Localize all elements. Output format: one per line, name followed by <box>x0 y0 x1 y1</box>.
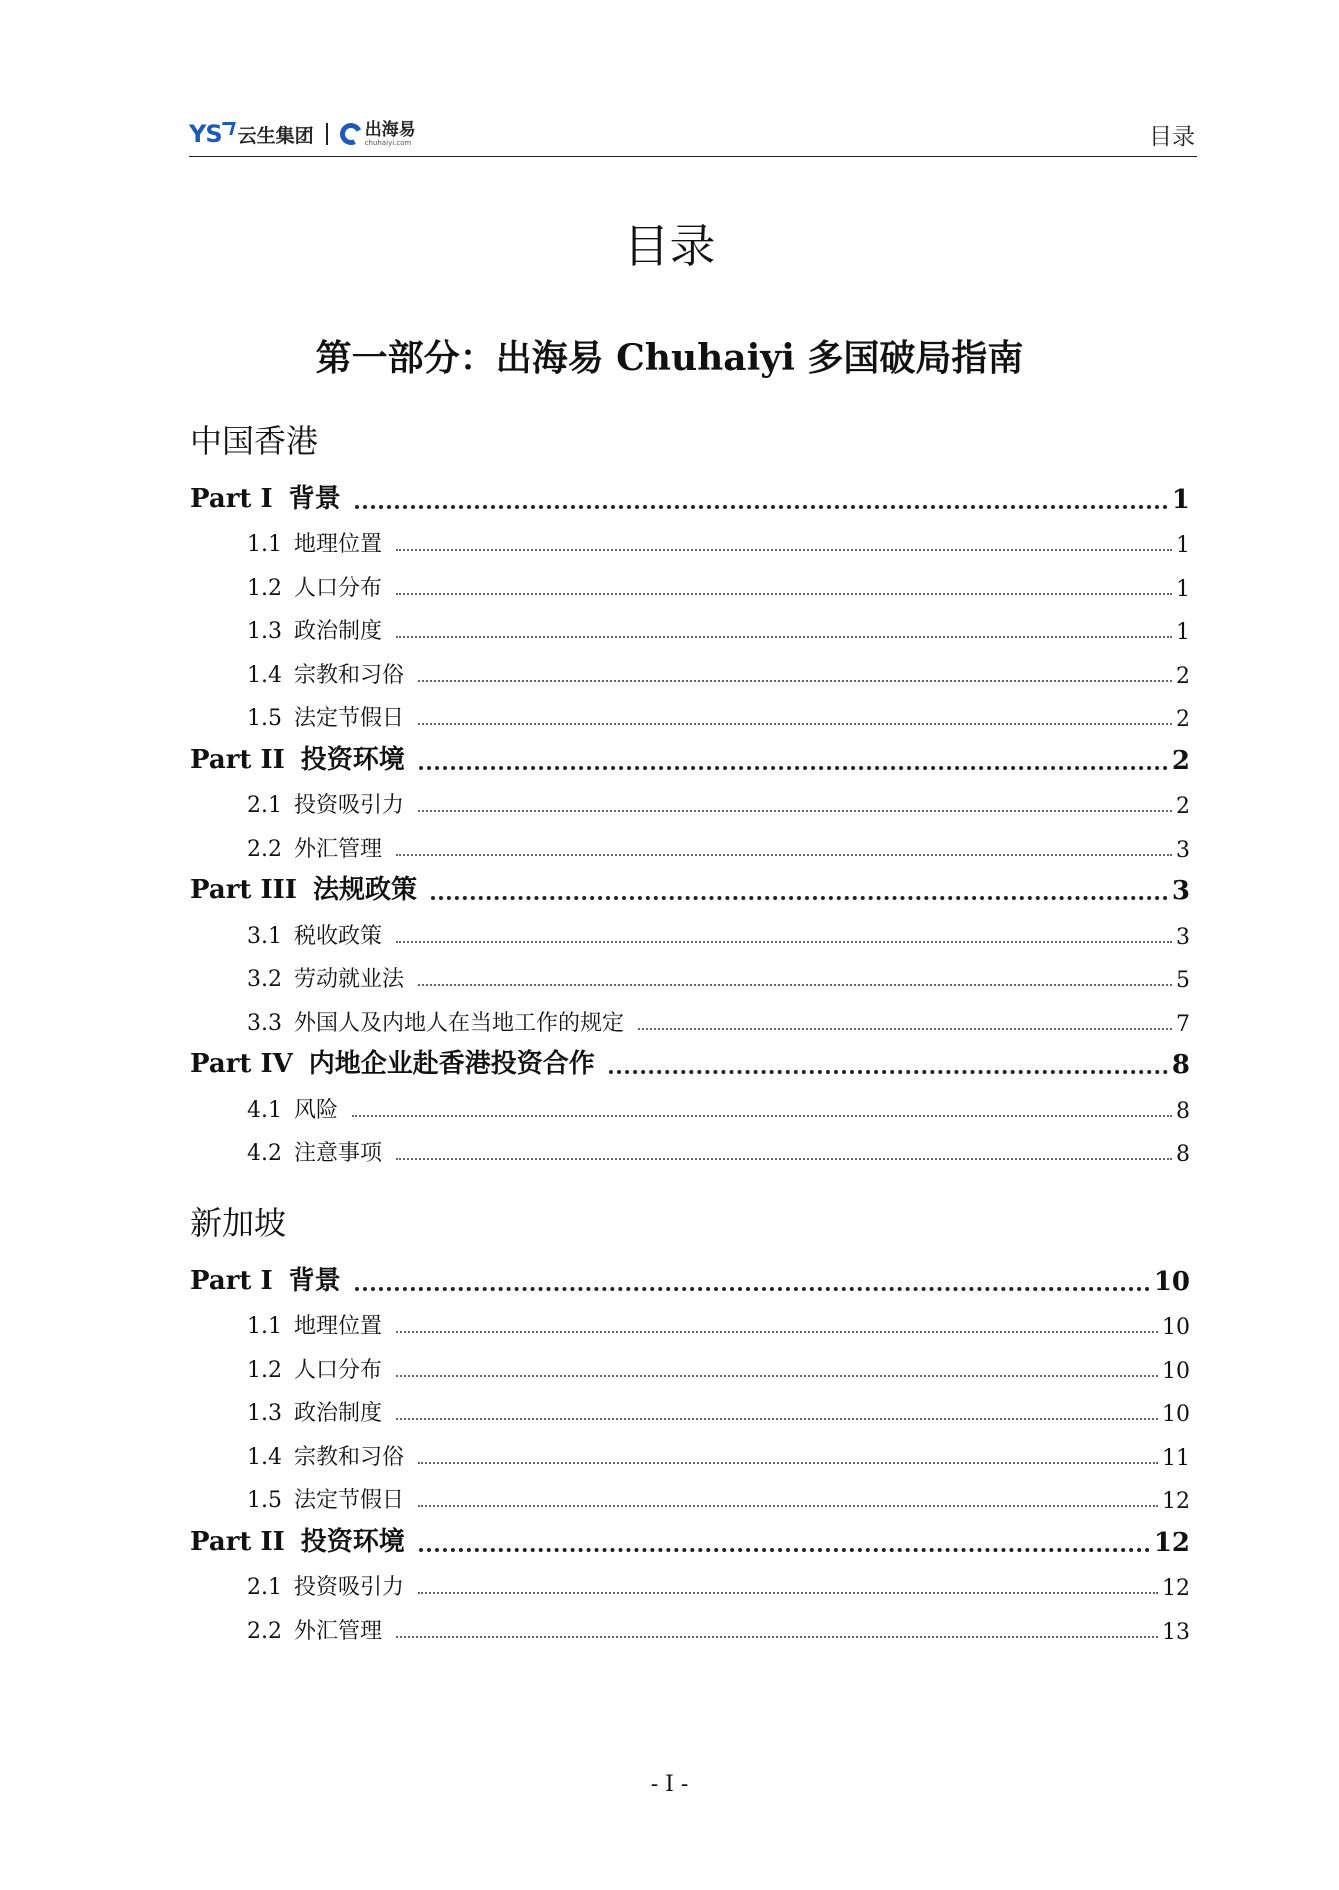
toc-dot-leader <box>418 984 1172 986</box>
toc-page-number: 3 <box>1176 924 1190 950</box>
toc-dot-leader <box>396 1375 1158 1377</box>
toc-dot-leader <box>431 896 1168 900</box>
toc-entry-number: Part I <box>190 1265 273 1296</box>
toc-entry-number: 1.1 <box>247 532 282 557</box>
toc-dot-leader <box>396 854 1172 856</box>
toc-subentry[interactable] <box>190 1432 1190 1476</box>
toc-entry-label: 注意事项 <box>294 1141 383 1166</box>
toc-entry-number: 2.1 <box>247 793 282 818</box>
toc-entry-label: 法规政策 <box>312 875 417 905</box>
toc-entry-number: 1.5 <box>247 706 282 731</box>
toc-dot-leader <box>396 941 1172 943</box>
toc-page-number: 2 <box>1176 707 1190 732</box>
toc-entry-title <box>247 701 404 732</box>
toc-entry-title <box>247 658 404 689</box>
toc-subentry[interactable] <box>190 1389 1190 1433</box>
toc-dot-leader <box>418 680 1172 682</box>
toc-entry-number: 1.2 <box>247 575 282 601</box>
toc-dot-leader <box>418 1462 1158 1464</box>
toc-page-number: 8 <box>1176 1098 1190 1124</box>
toc-page-number: 2 <box>1176 794 1190 819</box>
toc-subentry[interactable] <box>190 607 1190 651</box>
toc-subentry[interactable] <box>190 998 1190 1042</box>
toc-dot-leader <box>418 810 1172 812</box>
toc-entry-number: 1.3 <box>247 619 282 644</box>
toc-page-number: 10 <box>1162 1358 1190 1384</box>
toc-part-entry[interactable] <box>190 868 1190 912</box>
toc-entry-title <box>247 962 404 993</box>
toc-entry-title <box>247 1093 338 1124</box>
toc-singapore <box>190 1258 1190 1650</box>
toc-entry-label: 投资环境 <box>300 744 405 775</box>
toc-subentry[interactable] <box>190 955 1190 999</box>
toc-page-number: 3 <box>1176 837 1190 863</box>
page-title: 目录 <box>623 219 716 273</box>
toc-part-entry[interactable] <box>190 737 1190 781</box>
toc-entry-number: 1.5 <box>247 1488 282 1513</box>
toc-entry-number: 3.1 <box>247 923 282 949</box>
toc-entry-label: 背景 <box>288 483 341 514</box>
toc-entry-label: 投资吸引力 <box>294 793 405 818</box>
toc-dot-leader <box>396 1636 1158 1638</box>
toc-page-number: 8 <box>1176 1142 1190 1167</box>
toc-entry-title <box>247 1006 624 1037</box>
toc-entry-label: 内地企业赴香港投资合作 <box>308 1049 595 1079</box>
toc-part-entry[interactable] <box>190 476 1190 520</box>
toc-entry-title <box>247 1353 382 1384</box>
toc-entry-number: 2.1 <box>247 1575 282 1600</box>
page-header <box>189 112 1197 157</box>
toc-entry-title <box>190 1043 595 1080</box>
toc-entry-label: 投资吸引力 <box>294 1575 405 1600</box>
toc-page-number: 3 <box>1171 876 1190 906</box>
toc-entry-title <box>247 1136 382 1167</box>
logo-divider <box>326 123 328 145</box>
toc-page-number: 12 <box>1162 1576 1190 1601</box>
chuhaiyi-name: 出海易 <box>364 119 416 140</box>
toc-page-number: 1 <box>1176 620 1190 645</box>
toc-entry-label: 法定节假日 <box>294 1488 405 1513</box>
toc-page-number: 1 <box>1171 484 1190 515</box>
toc-entry-title <box>247 1614 382 1645</box>
toc-page-number: 8 <box>1171 1050 1190 1080</box>
toc-page-number: 7 <box>1176 1011 1190 1037</box>
toc-page-number: 5 <box>1176 968 1190 993</box>
toc-page-number: 2 <box>1176 663 1190 689</box>
toc-entry-label: 宗教和习俗 <box>294 662 405 688</box>
toc-dot-leader <box>419 1548 1150 1552</box>
toc-hongkong <box>190 476 1190 1172</box>
part-title: 第一部分：出海易 Chuhaiyi 多国破局指南 <box>315 337 1024 379</box>
toc-entry-label: 人口分布 <box>294 575 383 601</box>
toc-subentry[interactable] <box>190 1129 1190 1173</box>
toc-entry-number: Part III <box>190 875 297 905</box>
toc-dot-leader <box>609 1070 1168 1074</box>
toc-entry-number: 1.3 <box>247 1401 282 1426</box>
toc-entry-label: 人口分布 <box>294 1357 383 1383</box>
toc-page-number: 1 <box>1176 533 1190 558</box>
toc-entry-title <box>190 869 417 906</box>
toc-entry-title <box>247 614 382 645</box>
toc-entry-title <box>247 1440 404 1471</box>
toc-part-entry[interactable] <box>190 1258 1190 1302</box>
toc-page-number: 13 <box>1162 1619 1190 1645</box>
toc-entry-number: 1.2 <box>247 1357 282 1383</box>
toc-entry-label: 政治制度 <box>294 619 383 644</box>
toc-subentry[interactable] <box>190 650 1190 694</box>
toc-entry-number: 3.2 <box>247 967 282 992</box>
toc-entry-label: 劳动就业法 <box>294 967 405 992</box>
toc-entry-number: Part II <box>190 1526 285 1557</box>
toc-dot-leader <box>419 766 1168 770</box>
toc-entry-label: 背景 <box>288 1265 341 1296</box>
toc-dot-leader <box>355 505 1168 509</box>
toc-entry-number: 3.3 <box>247 1010 282 1036</box>
toc-entry-label: 地理位置 <box>294 1314 383 1339</box>
toc-entry-number: 1.1 <box>247 1314 282 1339</box>
toc-part-entry[interactable] <box>190 1042 1190 1086</box>
toc-entry-title <box>247 919 382 950</box>
toc-entry-label: 税收政策 <box>294 923 383 949</box>
toc-subentry[interactable] <box>190 694 1190 738</box>
toc-page-number: 11 <box>1162 1445 1190 1471</box>
toc-dot-leader <box>396 1331 1158 1333</box>
toc-entry-number: Part II <box>190 744 285 775</box>
toc-dot-leader <box>396 636 1172 638</box>
toc-entry-label: 风险 <box>294 1097 339 1123</box>
toc-subentry[interactable] <box>190 1563 1190 1607</box>
toc-subentry[interactable] <box>190 1606 1190 1650</box>
toc-entry-title <box>247 788 404 819</box>
toc-entry-label: 政治制度 <box>294 1401 383 1426</box>
toc-page-number: 12 <box>1162 1489 1190 1514</box>
toc-subentry[interactable] <box>190 1345 1190 1389</box>
toc-page-number: 2 <box>1171 745 1190 776</box>
toc-entry-number: 4.2 <box>247 1141 282 1166</box>
toc-subentry[interactable] <box>190 563 1190 607</box>
toc-dot-leader <box>352 1115 1172 1117</box>
toc-dot-leader <box>638 1028 1172 1030</box>
ys-brand-name: 云生集团 <box>237 124 314 147</box>
toc-entry-label: 外汇管理 <box>294 1618 383 1644</box>
toc-entry-label: 地理位置 <box>294 532 383 557</box>
toc-entry-number: 2.2 <box>247 836 282 862</box>
toc-entry-title <box>190 739 405 776</box>
toc-entry-title <box>247 571 382 602</box>
toc-subentry[interactable] <box>190 781 1190 825</box>
toc-dot-leader <box>418 1505 1158 1507</box>
toc-page-number: 10 <box>1162 1315 1190 1340</box>
toc-dot-leader <box>396 593 1172 595</box>
toc-part-entry[interactable] <box>190 1519 1190 1563</box>
header-section-label: 目录 <box>1149 124 1195 150</box>
page-number: - I - <box>650 1772 689 1797</box>
toc-entry-title <box>247 1396 382 1427</box>
toc-entry-label: 外国人及内地人在当地工作的规定 <box>294 1010 625 1036</box>
toc-entry-label: 法定节假日 <box>294 706 405 731</box>
toc-page-number: 12 <box>1153 1527 1190 1558</box>
chuhaiyi-c-icon <box>337 120 365 148</box>
toc-entry-number: 2.2 <box>247 1618 282 1644</box>
section-title-singapore: 新加坡 <box>190 1204 287 1242</box>
toc-entry-title <box>247 832 382 863</box>
toc-subentry[interactable] <box>190 520 1190 564</box>
chuhaiyi-url: chuhaiyi.com <box>364 138 412 147</box>
toc-entry-title <box>247 1483 404 1514</box>
toc-subentry[interactable] <box>190 911 1190 955</box>
brand-logo <box>189 118 416 150</box>
ys-accent-icon <box>219 122 235 135</box>
toc-dot-leader <box>396 549 1172 551</box>
toc-dot-leader <box>418 1592 1158 1594</box>
toc-entry-title <box>247 1309 382 1340</box>
toc-entry-title <box>190 1521 405 1558</box>
toc-entry-label: 投资环境 <box>300 1526 405 1557</box>
toc-entry-label: 外汇管理 <box>294 836 383 862</box>
toc-dot-leader <box>418 723 1172 725</box>
toc-entry-number: 4.1 <box>247 1097 282 1123</box>
toc-entry-number: 1.4 <box>247 1444 282 1470</box>
toc-dot-leader <box>396 1158 1172 1160</box>
toc-entry-title <box>190 478 341 515</box>
section-title-hongkong: 中国香港 <box>190 422 319 460</box>
toc-dot-leader <box>355 1287 1150 1291</box>
toc-page-number: 1 <box>1176 576 1190 602</box>
toc-dot-leader <box>396 1418 1158 1420</box>
toc-subentry[interactable] <box>190 1302 1190 1346</box>
toc-entry-title <box>247 1570 404 1601</box>
toc-page-number: 10 <box>1153 1266 1190 1297</box>
toc-entry-label: 宗教和习俗 <box>294 1444 405 1470</box>
toc-entry-title <box>190 1260 341 1297</box>
toc-entry-number: Part IV <box>190 1049 293 1079</box>
toc-entry-number: Part I <box>190 483 273 514</box>
toc-page-number: 10 <box>1162 1402 1190 1427</box>
toc-subentry[interactable] <box>190 1476 1190 1520</box>
toc-subentry[interactable] <box>190 824 1190 868</box>
toc-subentry[interactable] <box>190 1085 1190 1129</box>
chuhaiyi-wordmark <box>364 119 416 147</box>
toc-entry-title <box>247 527 382 558</box>
ys-logo-mark: YS <box>189 120 222 148</box>
toc-entry-number: 1.4 <box>247 662 282 688</box>
